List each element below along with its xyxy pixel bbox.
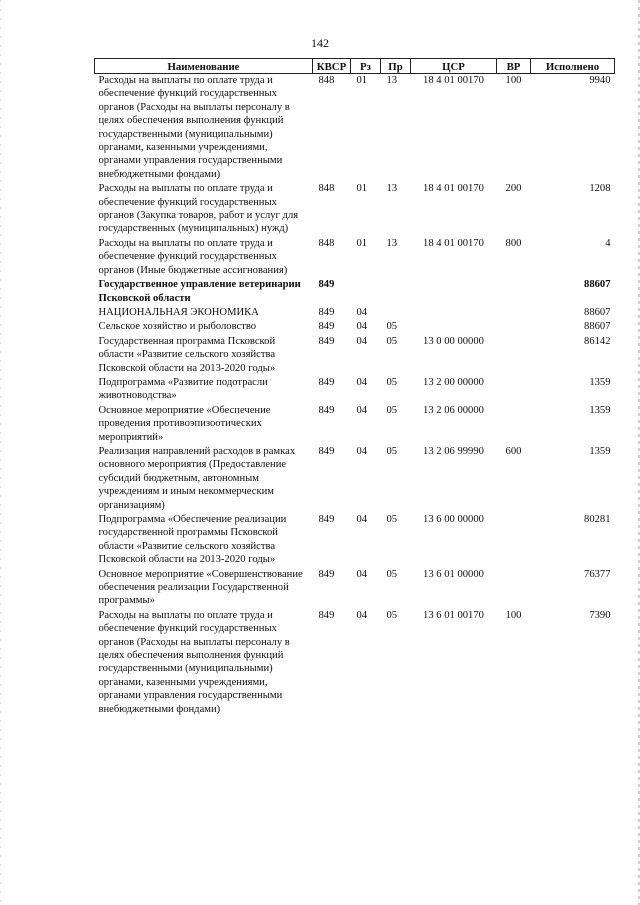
- cell-rz: 01: [356, 75, 368, 86]
- cell-rz: 04: [356, 609, 368, 621]
- cell-vr: [497, 335, 531, 376]
- cell-csr: 18 4 01 00170: [423, 183, 484, 195]
- cell-isp: 1208: [589, 183, 611, 195]
- header-row: [95, 59, 615, 74]
- page-number: 142: [311, 36, 329, 50]
- cell-kvsr: 849: [318, 335, 335, 347]
- cell-kvsr: 848: [318, 237, 335, 249]
- table-row: [95, 376, 615, 404]
- table-row: [95, 568, 615, 609]
- cell-name: Реализация направлений расходов в рамках основного мероприятия (Предоставление субсидий бюджетным, автономным учреждениям и иным некоммерческим организациям): [98, 445, 296, 511]
- table-header: [95, 59, 615, 74]
- cell-kvsr: 849: [318, 514, 335, 525]
- cell-kvsr: 848: [318, 75, 335, 86]
- cell-vr: 100: [505, 75, 522, 86]
- cell-csr: [411, 306, 497, 320]
- cell-name: Подпрограмма «Развитие подотрасли животноводства»: [98, 376, 268, 402]
- cell-name: Основное мероприятие «Совершенствование обеспечения реализации Государственной программы»: [98, 568, 303, 607]
- cell-csr: 13 2 00 00000: [423, 376, 484, 388]
- cell-csr: 13 2 06 00000: [423, 404, 484, 416]
- header-rz: Рз: [351, 59, 381, 74]
- cell-name: Расходы на выплаты по оплате труда и обеспечение функций государственных органов (Расходы на выплаты персоналу в целях обеспечения выполнения функций государственными (муниципальными) органами, казенными учреждениями, органами управления государственными внебюджетными фондами): [98, 75, 290, 180]
- cell-kvsr: 849: [318, 404, 335, 416]
- table-row: [95, 404, 615, 445]
- cell-rz: 04: [356, 376, 368, 388]
- cell-rz: [351, 278, 381, 306]
- cell-kvsr: 849: [318, 376, 335, 388]
- cell-isp: 1359: [589, 445, 611, 457]
- table-body: [95, 74, 615, 718]
- cell-isp: 7390: [589, 609, 611, 621]
- cell-pr: 13: [386, 183, 398, 195]
- cell-isp: 1359: [589, 376, 611, 388]
- scan-edge-left: [0, 0, 1, 905]
- cell-vr: 800: [505, 237, 522, 249]
- cell-csr: [411, 320, 497, 334]
- header-name: Наименование: [95, 59, 313, 74]
- cell-csr: 13 6 01 00000: [423, 568, 484, 580]
- table-row: [95, 513, 615, 568]
- cell-csr: 18 4 01 00170: [423, 75, 484, 86]
- cell-pr: 05: [386, 376, 398, 388]
- cell-name: Сельское хозяйство и рыболовство: [98, 321, 257, 333]
- header-isp: Исполнено: [531, 59, 615, 74]
- cell-vr: 100: [505, 609, 522, 621]
- cell-isp: 76377: [584, 568, 611, 580]
- cell-name: Подпрограмма «Обеспечение реализации государственной программы Псковской области «Развитие сельского хозяйства Псковской области на 2013-2020 годы»: [98, 514, 287, 566]
- cell-pr: 05: [386, 404, 398, 416]
- table-row: [95, 445, 615, 513]
- cell-vr: [497, 376, 531, 404]
- cell-isp: 4: [605, 237, 611, 249]
- cell-isp: 1359: [589, 404, 611, 416]
- cell-pr: 05: [386, 568, 398, 580]
- cell-csr: 13 0 00 00000: [423, 335, 484, 347]
- cell-isp: 9940: [589, 75, 611, 86]
- cell-name: Расходы на выплаты по оплате труда и обеспечение функций государственных органов (Закупка товаров, работ и услуг для государственных (муниципальных) нужд): [98, 183, 299, 235]
- cell-isp: 88607: [584, 321, 611, 333]
- budget-table: [94, 58, 615, 717]
- cell-name: Расходы на выплаты по оплате труда и обеспечение функций государственных органов (Расходы на выплаты персоналу в целях обеспечения выполнения функций государственными (муниципальными) органами, казенными учреждениями, органами управления государственными внебюджетными фондами): [98, 609, 290, 715]
- cell-vr: [497, 568, 531, 609]
- cell-kvsr: 849: [318, 609, 335, 621]
- cell-pr: 05: [386, 335, 398, 347]
- cell-vr: [497, 404, 531, 445]
- cell-isp: 88607: [584, 279, 611, 291]
- cell-pr: [381, 278, 411, 306]
- table-row: [95, 278, 615, 306]
- cell-kvsr: 849: [318, 321, 335, 333]
- cell-rz: 01: [356, 237, 368, 249]
- cell-rz: 04: [356, 568, 368, 580]
- table-row: [95, 74, 615, 183]
- header-kvsr: КВСР: [313, 59, 351, 74]
- cell-vr: [497, 513, 531, 568]
- cell-csr: 13 2 06 99990: [423, 445, 484, 457]
- cell-rz: 04: [356, 404, 368, 416]
- budget-table-container: [94, 58, 614, 717]
- table-row: [95, 306, 615, 320]
- cell-vr: 200: [505, 183, 522, 195]
- cell-csr: [411, 278, 497, 306]
- cell-rz: 04: [356, 514, 368, 525]
- cell-name: Основное мероприятие «Обеспечение проведения противоэпизоотических мероприятий»: [98, 404, 271, 443]
- cell-rz: 01: [356, 183, 368, 195]
- cell-name: НАЦИОНАЛЬНАЯ ЭКОНОМИКА: [98, 306, 259, 318]
- cell-rz: 04: [356, 445, 368, 457]
- cell-kvsr: 849: [318, 445, 335, 457]
- cell-isp: 86142: [584, 335, 611, 347]
- cell-name: Расходы на выплаты по оплате труда и обеспечение функций государственных органов (Иные бюджетные ассигнования): [98, 237, 288, 276]
- header-vr: ВР: [497, 59, 531, 74]
- cell-kvsr: 848: [318, 183, 335, 195]
- cell-isp: 88607: [584, 306, 611, 318]
- cell-csr: 13 6 01 00170: [423, 609, 484, 621]
- cell-pr: 13: [386, 237, 398, 249]
- header-csr: ЦСР: [411, 59, 497, 74]
- cell-vr: [497, 278, 531, 306]
- cell-kvsr: 849: [318, 279, 335, 291]
- cell-csr: 13 6 00 00000: [423, 514, 484, 525]
- table-row: [95, 237, 615, 278]
- cell-name: Государственное управление ветеринарии Псковской области: [98, 279, 301, 304]
- cell-csr: 18 4 01 00170: [423, 237, 484, 249]
- cell-pr: 05: [386, 321, 398, 333]
- cell-pr: [381, 306, 411, 320]
- header-pr: Пр: [381, 59, 411, 74]
- table-row: [95, 609, 615, 717]
- table-row: [95, 182, 615, 237]
- cell-vr: [497, 320, 531, 334]
- cell-pr: 05: [386, 514, 398, 525]
- cell-vr: [497, 306, 531, 320]
- cell-rz: 04: [356, 321, 368, 333]
- cell-kvsr: 849: [318, 306, 335, 318]
- table-row: [95, 320, 615, 334]
- cell-name: Государственная программа Псковской области «Развитие сельского хозяйства Псковской области на 2013-2020 годы»: [98, 335, 276, 374]
- cell-isp: 80281: [584, 514, 611, 525]
- table-row: [95, 335, 615, 376]
- cell-vr: 600: [505, 445, 522, 457]
- cell-kvsr: 849: [318, 568, 335, 580]
- cell-pr: 05: [386, 609, 398, 621]
- cell-pr: 13: [386, 75, 398, 86]
- cell-rz: 04: [356, 335, 368, 347]
- cell-rz: 04: [356, 306, 368, 318]
- cell-pr: 05: [386, 445, 398, 457]
